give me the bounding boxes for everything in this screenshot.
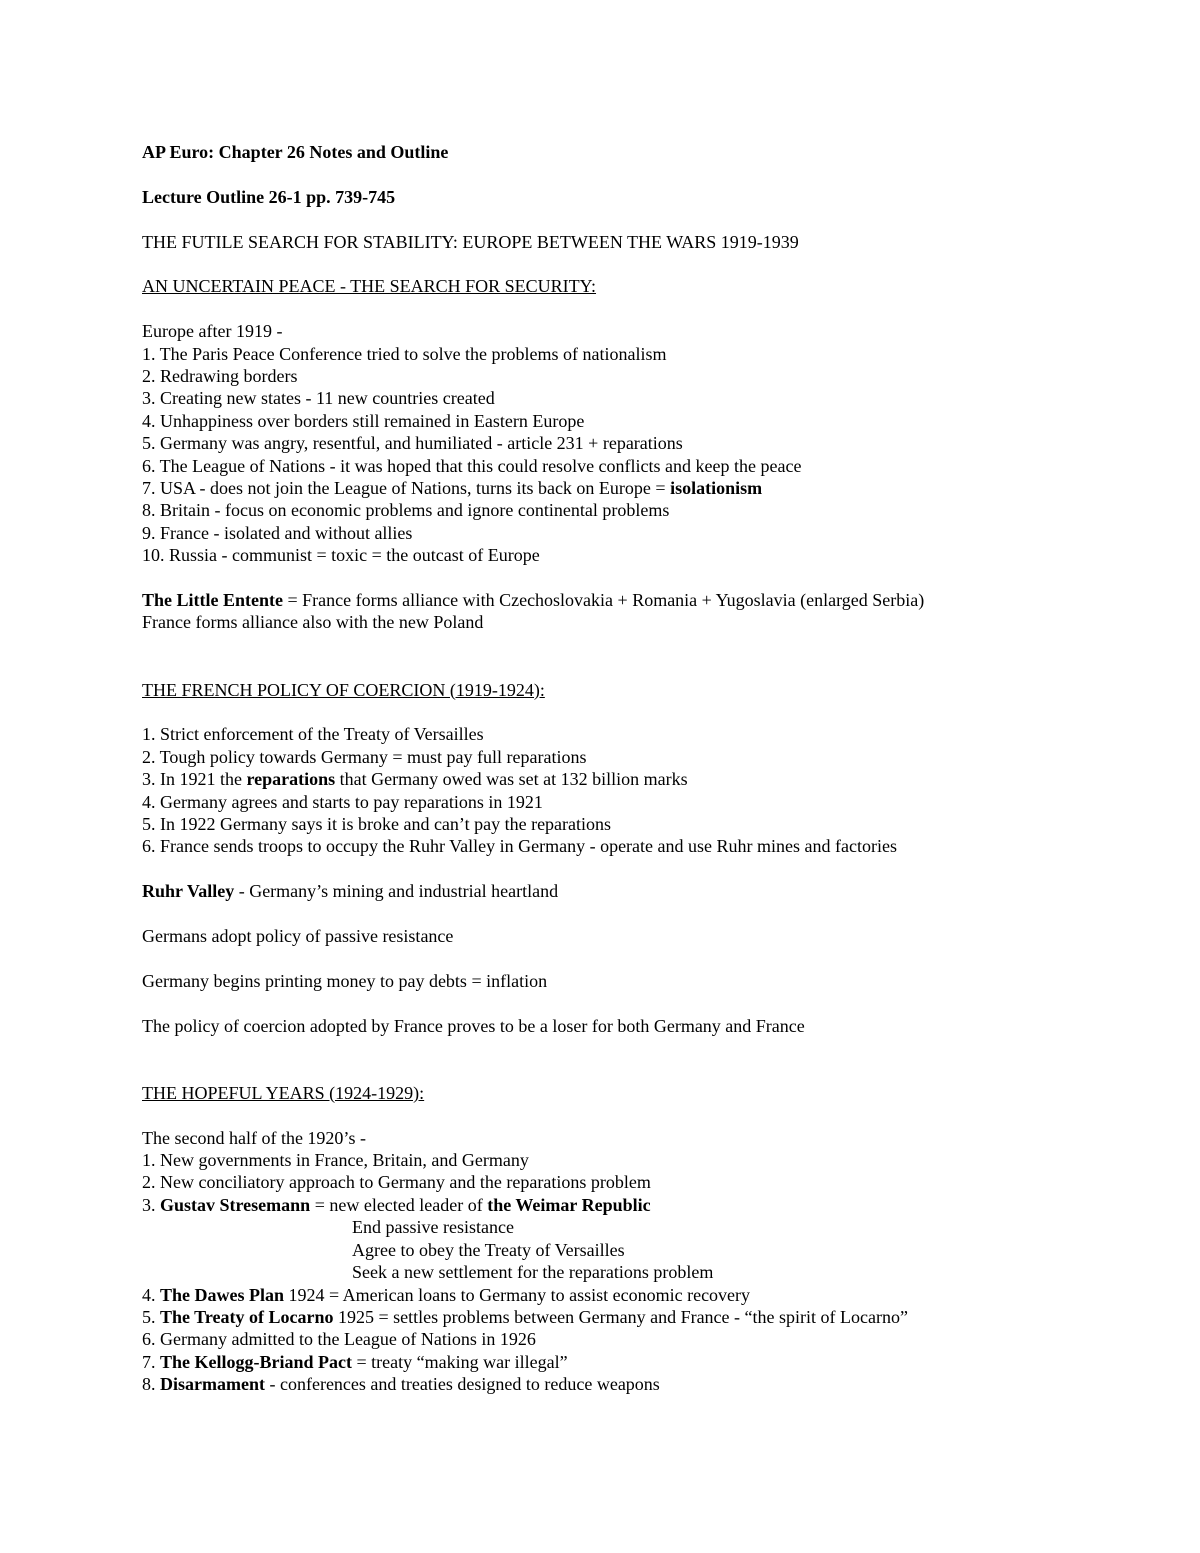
list-item-text: - conferences and treaties designed to reduce weapons [264,1374,660,1395]
isolationism-term: isolationism [670,478,763,499]
list-item-text: = treaty “making war illegal” [352,1351,568,1372]
list-item: 4. Unhappiness over borders still remained in Eastern Europe [142,410,585,431]
list-item: 6. France sends troops to occupy the Ruhr Valley in Germany - operate and use Ruhr mines and factories [142,836,897,857]
little-entente-line [142,589,1122,611]
list-item [142,768,1122,790]
section3-intro: The second half of the 1920’s - [142,1127,366,1148]
sub-item: Agree to obey the Treaty of Versailles [352,1239,625,1260]
sub-item: Seek a new settlement for the reparations problem [352,1262,714,1283]
section-heading-uncertain-peace: AN UNCERTAIN PEACE - THE SEARCH FOR SECURITY: [142,276,597,297]
lecture-outline-label: Lecture Outline 26-1 pp. 739-745 [142,186,396,207]
main-heading: THE FUTILE SEARCH FOR STABILITY: EUROPE BETWEEN THE WARS 1919-1939 [142,231,799,252]
disarmament-term: Disarmament [160,1374,265,1395]
list-item: 8. Britain - focus on economic problems and ignore continental problems [142,500,670,521]
weimar-term: the Weimar Republic [487,1194,651,1215]
list-item-text: 3. In 1921 the [142,769,247,790]
list-item-number: 5. [142,1306,160,1327]
inflation-line: Germany begins printing money to pay debts = inflation [142,970,548,991]
list-item: 2. Tough policy towards Germany = must pay full reparations [142,746,587,767]
list-item-number: 4. [142,1284,160,1305]
list-item: 6. The League of Nations - it was hoped that this could resolve conflicts and keep the peace [142,455,802,476]
stresemann-term: Gustav Stresemann [160,1194,311,1215]
list-item: 1. The Paris Peace Conference tried to solve the problems of nationalism [142,343,667,364]
reparations-term: reparations [246,769,336,790]
ruhr-valley-line [142,880,1122,902]
little-entente-term: The Little Entente [142,590,283,611]
coercion-conclusion-line: The policy of coercion adopted by France proves to be a loser for both Germany and France [142,1015,805,1036]
little-entente-text: = France forms alliance with Czechoslovakia + Romania + Yugoslavia (enlarged Serbia) [283,590,925,611]
section-heading-french-coercion: THE FRENCH POLICY OF COERCION (1919-1924): [142,679,545,700]
list-item: 3. Creating new states - 11 new countries created [142,388,495,409]
list-item-text: 1925 = settles problems between Germany and France - “the spirit of Locarno” [333,1306,908,1327]
list-item [142,1351,1122,1373]
ruhr-valley-text: - Germany’s mining and industrial heartland [234,881,559,902]
ruhr-valley-term: Ruhr Valley [142,881,235,902]
list-item [142,1284,1122,1306]
list-item [142,1306,1122,1328]
list-item: 2. New conciliatory approach to Germany and the reparations problem [142,1172,651,1193]
list-item-number: 8. [142,1374,160,1395]
list-item-text: 7. USA - does not join the League of Nations, turns its back on Europe = [142,478,671,499]
document-page [142,141,1122,1396]
document-title: AP Euro: Chapter 26 Notes and Outline [142,142,449,162]
passive-resistance-line: Germans adopt policy of passive resistance [142,926,454,947]
list-item [142,477,1122,499]
kellogg-briand-term: The Kellogg-Briand Pact [160,1351,352,1372]
list-item-number: 3. [142,1194,160,1215]
list-item: 1. Strict enforcement of the Treaty of Versailles [142,724,484,745]
list-item-number: 7. [142,1351,160,1372]
sub-item: End passive resistance [352,1217,514,1238]
list-item-text: = new elected leader of [310,1194,488,1215]
poland-line: France forms alliance also with the new Poland [142,612,484,633]
list-item: 4. Germany agrees and starts to pay reparations in 1921 [142,791,543,812]
list-item [142,1373,1122,1395]
list-item [142,1194,1122,1216]
list-item: 6. Germany admitted to the League of Nations in 1926 [142,1329,536,1350]
section1-intro: Europe after 1919 - [142,321,283,342]
list-item: 5. In 1922 Germany says it is broke and can’t pay the reparations [142,814,612,835]
list-item: 9. France - isolated and without allies [142,522,413,543]
list-item: 5. Germany was angry, resentful, and humiliated - article 231 + reparations [142,433,683,454]
locarno-term: The Treaty of Locarno [160,1306,334,1327]
list-item-text: that Germany owed was set at 132 billion marks [335,769,688,790]
list-item: 10. Russia - communist = toxic = the outcast of Europe [142,545,540,566]
dawes-plan-term: The Dawes Plan [160,1284,285,1305]
section-heading-hopeful-years: THE HOPEFUL YEARS (1924-1929): [142,1082,425,1103]
list-item-text: 1924 = American loans to Germany to assist economic recovery [284,1284,751,1305]
list-item: 1. New governments in France, Britain, and Germany [142,1150,529,1171]
list-item: 2. Redrawing borders [142,366,298,386]
